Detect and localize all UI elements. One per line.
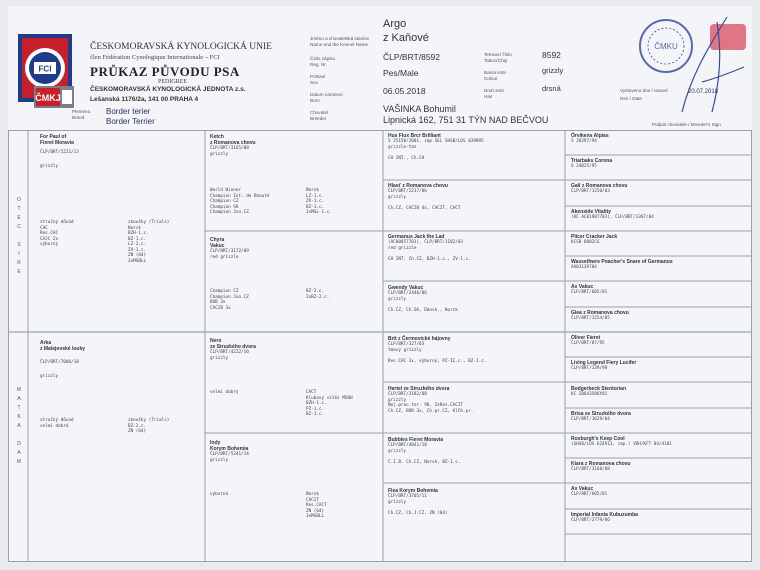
gen3-cell (388, 386, 562, 414)
club-name: ČESKOMORAVSKÁ KYNOLOGICKÁ JEDNOTA z.s. (90, 86, 246, 93)
dog-sex: Pes/Male (383, 68, 419, 78)
gen3-name: Gwendy Vakuc (388, 285, 424, 291)
gen3-cell (388, 437, 562, 466)
gen2-trials: BZ-2.c. 2xBZ-2.c. (306, 289, 330, 300)
sire-reg: ČLP/BRT/5221/13 (40, 150, 79, 155)
gen3-colour: grizzly (388, 448, 407, 454)
gen4-cell (571, 512, 749, 524)
name-label: Jméno a chovatelská stanice Name and the Kennel Name (310, 36, 369, 47)
gen4-reg: ČLP/BRT/1629/04 (571, 417, 610, 422)
document-title: PRŮKAZ PŮVODU PSA (90, 64, 240, 79)
gen3-reg: ČLP/BRT/4041/10 (388, 443, 427, 448)
gen3-titles: C.I.B. Ch.CZ, Norsk, BZ-1.c. (388, 460, 461, 465)
gen4-name: Imperial Infanta Kubuzumba (571, 512, 638, 518)
gen3-reg: S 25150/2001. imp.SEL SHSB/LOS 839895 (388, 139, 484, 144)
gen4-reg: S 24025/95 (571, 164, 597, 169)
gen4-reg: ČLP/BRT/3168/08 (571, 467, 610, 472)
dam-reg: ČLP/BRT/7006/18 (40, 360, 79, 365)
gen4-name: Örvikens Alpias (571, 133, 609, 139)
gen4-reg: ČLP/BRT/87/95 (571, 341, 605, 346)
gen4-name: Kiara z Romanova chovu (571, 461, 631, 467)
gen3-colour: grizzly (388, 296, 407, 302)
gen4-reg: ČLP/BRT/2779/06 (571, 518, 610, 523)
gen4-name: Gail z Romanova chovu (571, 183, 628, 189)
gen3-titles: Nej.prac.ter. 98, 2xRes.CACIT Ch.CZ, BOB 3x, Ch.pr.CZ, KlCh.pr. (388, 403, 474, 414)
gen3-name: Germanus Jack the Lad (388, 234, 445, 240)
colour-label: Barva srsti Colour (484, 70, 506, 81)
cmkj-logo (34, 86, 74, 108)
fci-member-line: člen Fédération Cynologique Internationale – FCI (90, 54, 220, 61)
sire-titles: stručný důvod CAC Res.CAC CAJC 2x výborný (40, 220, 74, 247)
gen3-cell (388, 336, 562, 365)
gen2-trials: Norsk LZ-1.c. ZV-1.c. BZ-1.c. 2xMSL-1.c. (306, 188, 332, 215)
gen3-name: Bubbles Fieret Moravia (388, 437, 444, 443)
gen4-name: Ax Vakuc (571, 284, 594, 290)
gen3-titles: CH INT. Ch.CZ, BZH-1.c., ZV-1.c. (388, 257, 471, 262)
hair-label: Druh srsti Hair (484, 88, 504, 99)
gen4-cell (571, 183, 749, 195)
gen3-reg: ČLP/BRT/3705/11 (388, 494, 427, 499)
gen2-titles: Champion CZ Champion Jun.CZ BOB 3x CACIB 3x (210, 289, 249, 311)
gen3-name: Brit z Čermovické hájovny (388, 336, 451, 342)
gen3-colour: grizzly (388, 194, 407, 200)
gen4-cell (571, 436, 749, 448)
gen4-reg: (KC AC01907703), ČLP/BRT/1367/04 (571, 215, 654, 220)
pedigree-subtitle: PEDIGREE (158, 79, 187, 85)
gen2-titles: velmi dobrý (210, 390, 239, 395)
gen3-colour: red grizzle (388, 245, 417, 251)
gen3-reg: ČLP/BRT/327/03 (388, 342, 425, 347)
dog-tattoo: 8592 (542, 50, 561, 60)
gen4-reg: AA03139704 (571, 265, 597, 270)
gen4-reg: (SHSB/LOS 624913, imp.) VDH/KFT 04/4101 (571, 442, 672, 447)
gen3-colour: tmavý grizzly (388, 347, 422, 353)
dog-reg: ČLP/BRT/8592 (383, 52, 441, 62)
dog-breeder-address: Lipnická 162, 751 31 TÝN NAD BEČVOU (383, 115, 549, 125)
breed-label: Plemeno Breed (72, 109, 91, 120)
gen4-reg: ČLP/BRT/139/98 (571, 366, 608, 371)
gen3-reg: (AC00857701), ČLP/BRT/1182/03 (388, 240, 464, 245)
dog-born: 06.05.2018 (383, 86, 426, 96)
cmku-fci-logo (18, 34, 72, 128)
gen4-cell (571, 360, 749, 372)
gen4-cell (571, 310, 749, 322)
gen2-reg: ČLP/BRT/4222/10 (210, 350, 249, 355)
sex-label: Pohlaví Sex (310, 74, 326, 85)
gen4-cell (571, 386, 749, 398)
gen2-reg: ČLP/BRT/5241/14 (210, 452, 249, 457)
gen2-colour: grizzly (210, 355, 229, 361)
gen2-name: Nero ze Struzkého dvora (210, 338, 256, 350)
gen4-name: Oliver Fieret (571, 335, 601, 341)
dog-name: Argo (383, 18, 407, 30)
gen4-name: Akenside Vitality (571, 209, 611, 215)
gen4-cell (571, 335, 749, 347)
date-label: Den / Date (620, 96, 642, 101)
gen3-cell (388, 488, 562, 517)
gen3-reg: ČLP/BRT/2217/06 (388, 189, 427, 194)
gen4-name: Triarbaks Corona (571, 158, 613, 164)
gen2-cell (210, 134, 378, 157)
gen2-cell (210, 237, 378, 260)
gen4-cell (571, 133, 749, 145)
union-heading: ČESKOMORAVSKÁ KYNOLOGICKÁ UNIE (90, 42, 272, 52)
gen4-name: Roxburgh's Keep Cool (571, 436, 625, 442)
gen2-name: Chyra Vakuc (210, 237, 225, 249)
gen3-reg: ČLP/BRT/3182/08 (388, 392, 427, 397)
gen2-colour: grizzly (210, 151, 229, 157)
gen3-titles: Ch.CZ, Ch.SK, Dánsk., Norsk (388, 308, 458, 313)
gen4-reg: ČLP/BRT/1250/03 (571, 189, 610, 194)
reg-label: Číslo zápisu Reg. Nr. (310, 56, 336, 67)
dam-vertical-label: M A T K A D A M (16, 387, 22, 465)
gen2-reg: ČLP/BRT/3172/09 (210, 249, 249, 254)
gen3-reg: ČLP/BRT/2446/06 (388, 291, 427, 296)
dam-name: Arka z Malejovské louky (40, 340, 86, 352)
gen4-reg: KCSB 0802CG (571, 240, 600, 245)
dam-cell (40, 340, 200, 379)
gen4-name: Wassethwre Poacher's Snare of Germanus (571, 259, 673, 265)
sire-vertical-label: O T E C S I R E (17, 197, 21, 275)
gen4-reg: ČLP/BRT/605/01 (571, 492, 608, 497)
gen3-titles: Ch.CZ, Ch.J.CZ, ZN (64) (388, 511, 448, 516)
gen2-trials: CACT Klubový vítěz MSBH BZH-1.c. PZ-1.c. BZ-1.c. (306, 390, 353, 417)
club-address: Lešanská 1176/2a, 141 00 PRAHA 4 (90, 96, 199, 103)
gen4-cell (571, 284, 749, 296)
gen4-cell (571, 486, 749, 498)
signature (672, 12, 752, 122)
breed-cz: Border terier (106, 107, 151, 116)
gen4-cell (571, 209, 749, 221)
gen4-reg: ČLP/BRT/1254/05 (571, 316, 610, 321)
gen4-name: Brisa ze Struzkého dvora (571, 411, 631, 417)
gen4-reg: KC Z0643506Y01 (571, 392, 608, 397)
gen3-titles: Ch.CZ, CACIB 4x, CACIT, CACT (388, 206, 461, 211)
gen3-cell (388, 285, 562, 314)
gen3-name: Hertel ze Struzkého dvora (388, 386, 450, 392)
gen3-name: Hlasť z Romanova chovu (388, 183, 448, 189)
gen4-cell (571, 158, 749, 170)
gen2-cell (210, 338, 378, 361)
gen4-name: Living Legend Fiery Lucifer (571, 360, 637, 366)
gen4-cell (571, 234, 749, 246)
gen3-colour: grizzly (388, 397, 407, 403)
gen4-cell (571, 259, 749, 271)
gen3-titles: Res.CAC 3x, výborný, PZ-II.c., BZ-I.c. (388, 359, 487, 364)
gen3-colour: grizzly (388, 499, 407, 505)
dog-breeder: VAŠINKA Bohumil (383, 104, 456, 114)
stamp-text: ČMKU (654, 42, 678, 51)
gen4-reg: S 20297/94 (571, 139, 597, 144)
fci-badge-text: FCI (38, 64, 52, 74)
gen2-colour: red grizzle (210, 254, 239, 260)
gen2-name: Ketch z Romanova chovu (210, 134, 256, 146)
sire-trials: zkoušky (Trials) Norsk BZH-1.c. BZ-1.c. LZ-2.c. ZV-1.c. ZN (64) 3xMSBLL (128, 220, 170, 264)
dam-titles: stručný důvod velmi dobrá (40, 418, 74, 429)
gen3-cell (388, 234, 562, 263)
gen2-titles: World Winner Champion Int. de Beauté Champion CZ Champion SK Champion Jun.CZ (210, 188, 270, 215)
gen4-reg: ČLP/BRT/605/01 (571, 290, 608, 295)
dog-colour: grizzly (542, 66, 564, 75)
gen4-name: Glea z Romanova chovu (571, 310, 629, 316)
sire-colour: grizzly (40, 163, 59, 169)
dam-colour: grizzly (40, 373, 59, 379)
breed-en: Border Terrier (106, 117, 155, 126)
issued-date: 20.07.2018 (688, 89, 719, 95)
sire-cell (40, 134, 200, 169)
gen3-titles: CH INT., Ch.CH (388, 156, 425, 161)
breeder-label: Chovatel Breeder (310, 110, 329, 121)
gen4-cell (571, 411, 749, 423)
dog-kennel: z Kaňové (383, 32, 429, 44)
gen3-cell (388, 133, 562, 162)
gen4-name: Ax Vakuc (571, 486, 594, 492)
gen2-titles: výborná (210, 492, 229, 497)
gen4-name: Bodgerbeck Stentorian (571, 386, 627, 392)
sire-name: For Paul of Fieret Moravia (40, 134, 74, 146)
dam-trials: zkoušky (Trials) BZ-2.c. ZN (64) (128, 418, 170, 434)
cmkj-badge-text: ČMKJ (35, 93, 61, 103)
dog-hair: drsná (542, 84, 561, 93)
gen2-cell (210, 440, 378, 463)
gen4-cell (571, 461, 749, 473)
gen2-reg: ČLP/BRT/3165/08 (210, 146, 249, 151)
born-label: Datum narození Born (310, 92, 343, 103)
issued-label: Vystaveno dne / Issued (620, 88, 668, 93)
gen4-name: Plicer Cracker Jack (571, 234, 618, 240)
gen3-cell (388, 183, 562, 212)
gen2-name: Indy Korym Bohemia (210, 440, 249, 452)
gen2-trials: Norsk CACIT Res.CACT ZN (64) 3xMSBLL (306, 492, 327, 519)
gen3-colour: grizzle-tan (388, 144, 417, 150)
tattoo-label: Tetovací číslo Tattoo/Chip (484, 52, 512, 63)
gen3-name: Hus Flux Brcr Brilliant (388, 133, 441, 139)
gen3-name: Flea Korym Bohemia (388, 488, 438, 494)
gen2-colour: grizzly (210, 457, 229, 463)
pedigree-document (8, 6, 752, 562)
breeder-sign-label: Podpis chovatele / Breeder's Sign (652, 122, 721, 127)
